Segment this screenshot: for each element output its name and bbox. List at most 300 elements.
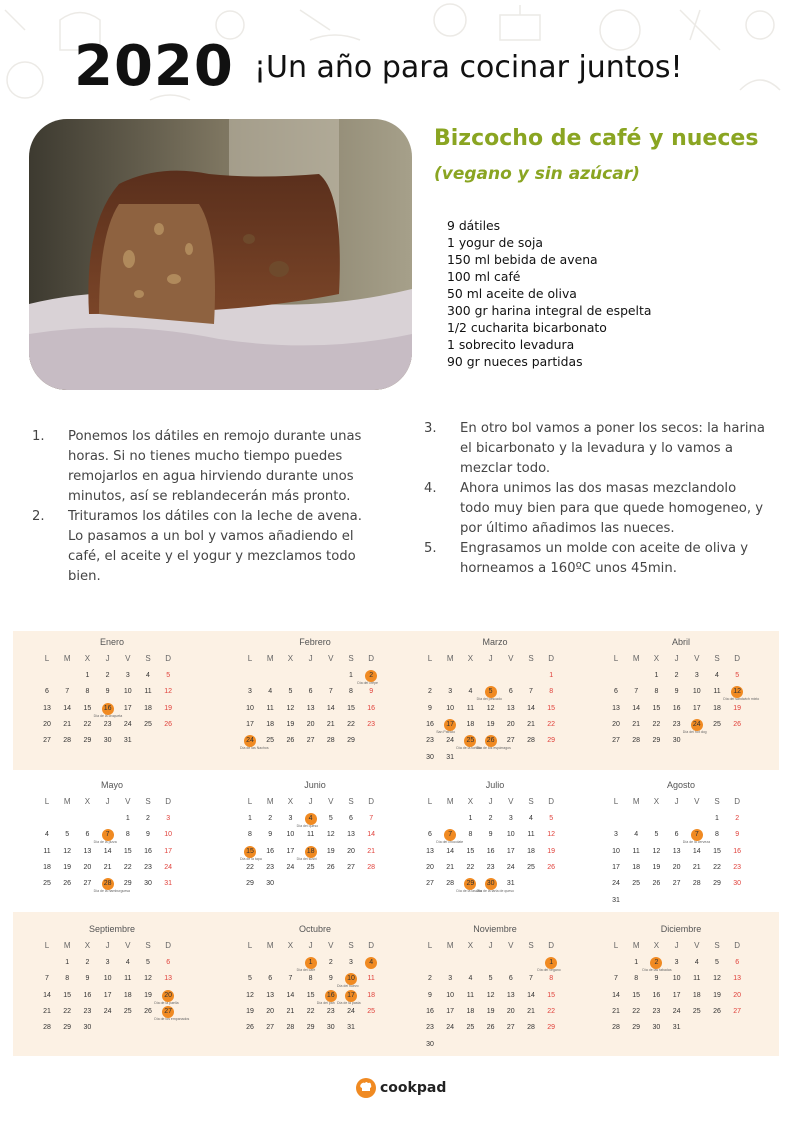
ingredient-item: 1 sobrecito levadura (447, 337, 575, 352)
day-cell: 21 (527, 1007, 535, 1015)
day-cell: 31 (506, 880, 515, 888)
step-item (32, 427, 377, 507)
day-cell: 3 (248, 688, 252, 696)
weekday-label: X (287, 941, 294, 950)
day-cell: 17 (506, 847, 515, 855)
day-cell: 27 (306, 737, 315, 745)
day-cell: 24 (446, 737, 455, 745)
food-day-note: Día de la cerveza (682, 840, 711, 845)
day-cell: 27 (612, 737, 620, 745)
weekday-label: M (632, 654, 640, 663)
weekday-label: M (266, 797, 274, 806)
day-cell: 29 (347, 737, 355, 745)
day-cell: 26 (164, 720, 173, 728)
day-cell: 28 (446, 880, 455, 888)
food-day-note: Día del chocolate (436, 840, 464, 845)
weekday-label: S (348, 941, 354, 950)
weekday-label: J (308, 797, 313, 806)
day-cell: 7 (529, 975, 533, 983)
weekday-label: V (508, 654, 514, 663)
weekday-label: L (44, 797, 50, 806)
day-cell: 20 (347, 847, 355, 855)
day-cell: 11 (632, 847, 640, 855)
day-cell: 19 (286, 720, 295, 728)
day-cell: 11 (466, 991, 475, 999)
day-cell: 18 (123, 991, 132, 999)
day-cell: 15 (244, 846, 256, 858)
day-cell: 10 (446, 704, 455, 712)
day-cell: 27 (83, 880, 92, 888)
month-agosto (606, 780, 778, 910)
day-cell: 11 (43, 847, 51, 855)
day-cell: 13 (426, 847, 434, 855)
day-cell: 8 (85, 688, 90, 696)
day-cell: 26 (547, 863, 556, 871)
day-cell: 2 (650, 957, 662, 969)
weekday-label: X (84, 941, 91, 950)
day-cell: 6 (268, 975, 273, 983)
day-cell: 3 (288, 815, 293, 822)
day-cell: 15 (83, 704, 92, 712)
day-cell: 3 (694, 672, 699, 679)
day-cell: 28 (63, 737, 72, 745)
weekday-label: M (632, 797, 640, 806)
day-cell: 23 (144, 863, 152, 871)
weekday-label: L (613, 797, 619, 806)
day-cell: 14 (527, 704, 535, 712)
day-cell: 18 (305, 846, 317, 858)
day-cell: 29 (464, 878, 476, 890)
day-cell: 22 (547, 720, 556, 728)
day-cell: 12 (326, 831, 335, 839)
step-item (424, 479, 769, 539)
day-cell: 14 (446, 847, 455, 855)
day-cell: 11 (144, 688, 152, 696)
day-cell: 29 (306, 1024, 315, 1032)
day-cell: 3 (674, 959, 679, 966)
weekday-label: L (613, 941, 619, 950)
day-cell: 31 (164, 880, 173, 888)
day-cell: 29 (123, 880, 132, 888)
weekday-label: X (653, 797, 660, 806)
day-cell: 15 (652, 704, 661, 712)
weekday-label: X (467, 654, 474, 663)
day-cell: 20 (266, 1007, 275, 1015)
day-cell: 21 (367, 847, 376, 855)
day-cell: 27 (426, 880, 434, 888)
weekday-label: L (427, 941, 433, 950)
day-cell: 2 (735, 815, 740, 822)
weekday-label: D (548, 941, 555, 950)
day-cell: 30 (652, 1024, 661, 1032)
weekday-label: J (674, 941, 679, 950)
weekday-label: S (528, 654, 534, 663)
step-item (424, 539, 769, 579)
weekday-label: X (287, 654, 294, 663)
year-title: 2020 (74, 34, 234, 99)
day-cell: 28 (102, 878, 114, 890)
day-cell: 2 (146, 815, 150, 822)
day-cell: 20 (506, 1007, 515, 1015)
recipe-subtitle: (vegano y sin azúcar) (434, 164, 640, 184)
day-cell: 13 (43, 704, 51, 712)
day-cell: 25 (43, 880, 51, 888)
day-cell: 9 (428, 704, 432, 712)
day-cell: 3 (166, 815, 171, 822)
day-cell: 17 (612, 863, 620, 871)
day-cell: 23 (426, 737, 434, 745)
day-cell: 25 (464, 735, 476, 747)
day-cell: 31 (347, 1024, 355, 1032)
day-cell: 4 (365, 957, 377, 969)
day-cell: 22 (63, 1007, 72, 1015)
month-name: Enero (99, 637, 125, 647)
month-febrero (240, 637, 412, 767)
day-cell: 8 (248, 831, 252, 839)
weekday-label: L (427, 654, 433, 663)
month-julio (420, 780, 592, 910)
weekday-label: S (528, 797, 534, 806)
day-cell: 5 (715, 959, 719, 966)
day-cell: 3 (105, 959, 110, 966)
day-cell: 11 (124, 975, 132, 983)
day-cell: 31 (446, 753, 455, 761)
ingredient-item: 90 gr nueces partidas (447, 354, 583, 369)
day-cell: 5 (654, 831, 659, 839)
day-cell: 29 (547, 1024, 556, 1032)
weekday-label: L (247, 654, 253, 663)
day-cell: 13 (506, 991, 515, 999)
day-cell: 13 (83, 847, 92, 855)
day-cell: 7 (288, 975, 293, 983)
day-cell: 1 (65, 959, 70, 966)
weekday-label: L (44, 654, 50, 663)
day-cell: 5 (735, 672, 740, 679)
day-cell: 14 (367, 831, 376, 839)
step-item (32, 507, 377, 587)
day-cell: 12 (164, 688, 173, 696)
weekday-label: V (694, 654, 700, 663)
day-cell: 26 (486, 1024, 495, 1032)
day-cell: 2 (488, 815, 493, 822)
day-cell: 2 (428, 975, 432, 983)
day-cell: 4 (305, 813, 317, 825)
weekday-label: D (165, 654, 172, 663)
day-cell: 16 (266, 847, 275, 855)
day-cell: 21 (632, 720, 641, 728)
day-cell: 14 (286, 991, 295, 999)
weekday-label: S (714, 654, 720, 663)
day-cell: 30 (672, 737, 681, 745)
day-cell: 5 (549, 815, 554, 822)
day-cell: 15 (466, 847, 475, 855)
day-cell: 22 (466, 863, 475, 871)
weekday-label: M (446, 654, 454, 663)
day-cell: 18 (692, 991, 701, 999)
day-cell: 25 (713, 720, 721, 728)
weekday-label: X (467, 797, 474, 806)
day-cell: 20 (162, 990, 174, 1002)
day-cell: 10 (345, 973, 357, 985)
day-cell: 10 (164, 831, 173, 839)
day-cell: 9 (105, 688, 110, 696)
day-cell: 26 (326, 863, 335, 871)
day-cell: 12 (63, 847, 72, 855)
food-day-note: Día de los empanados (154, 1016, 190, 1021)
weekday-label: J (674, 654, 679, 663)
day-cell: 25 (527, 863, 535, 871)
month-name: Noviembre (473, 924, 517, 934)
steps-list-left (32, 427, 377, 587)
day-cell: 6 (508, 975, 513, 983)
ingredients-list (447, 217, 651, 370)
day-cell: 23 (83, 1007, 92, 1015)
day-cell: 26 (286, 737, 295, 745)
day-cell: 27 (266, 1024, 275, 1032)
day-cell: 24 (103, 1007, 112, 1015)
day-cell: 2 (328, 959, 333, 966)
day-cell: 19 (144, 991, 152, 999)
day-cell: 25 (632, 880, 641, 888)
month-marzo (420, 637, 592, 767)
day-cell: 5 (328, 815, 333, 822)
step-text: Trituramos los dátiles con la leche de avena. Lo pasamos a un bol y vamos añadiendo el café, el aceite y el yogur y mezclamos todo bien. (68, 509, 362, 584)
day-cell: 9 (654, 975, 659, 983)
day-cell: 15 (123, 847, 132, 855)
day-cell: 27 (43, 737, 51, 745)
day-cell: 29 (83, 737, 92, 745)
day-cell: 2 (365, 670, 377, 682)
day-cell: 5 (488, 975, 493, 983)
day-cell: 2 (268, 815, 273, 822)
month-name: Febrero (299, 637, 331, 647)
day-cell: 24 (123, 720, 132, 728)
day-cell: 17 (164, 847, 173, 855)
day-cell: 20 (612, 720, 620, 728)
day-cell: 12 (486, 991, 495, 999)
day-cell: 21 (103, 863, 112, 871)
weekday-label: J (488, 797, 493, 806)
day-cell: 4 (146, 672, 150, 679)
day-cell: 5 (248, 975, 252, 983)
day-cell: 26 (144, 1007, 152, 1015)
day-cell: 19 (652, 863, 661, 871)
weekday-label: X (84, 797, 91, 806)
day-cell: 18 (466, 1007, 475, 1015)
food-day-note: Día de la pizza (93, 840, 117, 845)
step-number: 5. (424, 541, 437, 556)
day-cell: 12 (652, 847, 661, 855)
month-name: Mayo (100, 780, 123, 790)
day-cell: 1 (545, 957, 557, 969)
day-cell: 3 (448, 688, 453, 696)
weekday-label: V (328, 941, 334, 950)
day-cell: 15 (547, 704, 556, 712)
food-day-note: Día del crêpe (357, 681, 379, 685)
day-cell: 21 (527, 720, 535, 728)
day-cell: 16 (102, 703, 114, 715)
month-mayo (37, 780, 209, 910)
day-cell: 3 (508, 815, 513, 822)
step-number: 2. (32, 509, 45, 524)
day-cell: 16 (672, 704, 681, 712)
day-cell: 22 (123, 863, 132, 871)
food-day-note: Día del hot dog (682, 729, 707, 734)
day-cell: 18 (527, 847, 535, 855)
weekday-label: J (308, 941, 313, 950)
day-cell: 4 (634, 831, 639, 839)
day-cell: 9 (146, 831, 150, 839)
month-septiembre (37, 924, 209, 1054)
day-cell: 10 (692, 688, 701, 696)
ingredient-item: 9 dátiles (447, 218, 501, 233)
day-cell: 18 (713, 704, 721, 712)
day-cell: 19 (326, 847, 335, 855)
food-day-note: Día de las Nachos (240, 746, 269, 751)
day-cell: 21 (43, 1007, 51, 1015)
day-cell: 21 (286, 1007, 295, 1015)
day-cell: 18 (144, 704, 152, 712)
day-cell: 9 (428, 991, 432, 999)
food-day-note: Día de la tapa (240, 856, 262, 861)
day-cell: 22 (632, 1007, 641, 1015)
day-cell: 24 (347, 1007, 355, 1015)
day-cell: 27 (162, 1006, 174, 1018)
weekday-label: S (714, 797, 720, 806)
ingredient-item: 50 ml aceite de oliva (447, 286, 577, 301)
weekday-label: V (328, 797, 334, 806)
steps-list-right (424, 419, 769, 579)
day-cell: 7 (529, 688, 533, 696)
day-cell: 14 (692, 847, 701, 855)
day-cell: 23 (672, 720, 681, 728)
day-cell: 27 (506, 737, 515, 745)
day-cell: 30 (426, 1040, 434, 1048)
food-day-note: Día del sushi (296, 856, 317, 861)
day-cell: 17 (444, 719, 456, 731)
day-cell: 7 (614, 975, 618, 983)
day-cell: 18 (367, 991, 376, 999)
weekday-label: D (734, 941, 741, 950)
day-cell: 26 (652, 880, 661, 888)
month-junio (240, 780, 412, 910)
day-cell: 23 (266, 863, 275, 871)
weekday-label: X (653, 654, 660, 663)
month-abril (606, 637, 778, 767)
day-cell: 8 (715, 831, 719, 839)
food-day-note: Día de la croqueta (93, 713, 123, 718)
day-cell: 17 (672, 991, 681, 999)
day-cell: 1 (654, 672, 659, 679)
step-text: Ahora unimos las dos masas mezclandolo todo muy bien para que quede homogeneo, y por último añadimos las nueces. (460, 481, 764, 536)
day-cell: 28 (612, 1024, 620, 1032)
day-cell: 7 (102, 829, 114, 841)
weekday-label: D (548, 654, 555, 663)
day-cell: 6 (508, 688, 513, 696)
day-cell: 21 (63, 720, 72, 728)
day-cell: 22 (652, 720, 661, 728)
chef-hat-icon (356, 1078, 376, 1098)
day-cell: 6 (308, 688, 313, 696)
weekday-label: J (105, 654, 110, 663)
day-cell: 2 (105, 672, 110, 679)
weekday-label: X (287, 797, 294, 806)
weekday-label: M (63, 654, 71, 663)
day-cell: 19 (164, 704, 173, 712)
day-cell: 1 (85, 672, 90, 679)
day-cell: 27 (506, 1024, 515, 1032)
day-cell: 25 (266, 737, 275, 745)
day-cell: 6 (166, 959, 171, 966)
day-cell: 6 (85, 831, 90, 839)
day-cell: 13 (612, 704, 620, 712)
day-cell: 11 (693, 975, 701, 983)
month-name: Marzo (482, 637, 508, 647)
day-cell: 25 (144, 720, 152, 728)
day-cell: 28 (286, 1024, 295, 1032)
day-cell: 8 (125, 831, 130, 839)
day-cell: 14 (326, 704, 335, 712)
weekday-label: S (145, 941, 151, 950)
weekday-label: L (247, 941, 253, 950)
day-cell: 16 (426, 1007, 434, 1015)
food-day-note: Día del huevo (337, 984, 359, 989)
day-cell: 10 (103, 975, 112, 983)
day-cell: 23 (486, 863, 495, 871)
recipe-title: Bizcocho de café y nueces (434, 126, 759, 151)
day-cell: 12 (731, 686, 743, 698)
day-cell: 1 (125, 815, 130, 822)
weekday-label: V (125, 654, 131, 663)
day-cell: 13 (672, 847, 681, 855)
food-day-note: Día del vegano (537, 968, 561, 972)
day-cell: 3 (125, 672, 130, 679)
month-name: Agosto (666, 780, 696, 790)
day-cell: 9 (488, 831, 493, 839)
day-cell: 11 (367, 975, 375, 983)
day-cell: 9 (328, 975, 333, 983)
day-cell: 17 (103, 991, 112, 999)
day-cell: 5 (146, 959, 150, 966)
day-cell: 31 (612, 896, 620, 904)
day-cell: 9 (674, 688, 679, 696)
day-cell: 25 (123, 1007, 132, 1015)
weekday-label: M (446, 941, 454, 950)
weekday-label: D (368, 654, 375, 663)
day-cell: 26 (246, 1024, 254, 1032)
day-cell: 17 (123, 704, 132, 712)
day-cell: 28 (326, 737, 335, 745)
day-cell: 26 (733, 720, 742, 728)
day-cell: 30 (83, 1024, 92, 1032)
day-cell: 22 (306, 1007, 315, 1015)
month-octubre (240, 924, 412, 1054)
day-cell: 8 (65, 975, 70, 983)
day-cell: 13 (266, 991, 275, 999)
weekday-label: X (84, 654, 91, 663)
day-cell: 5 (485, 686, 497, 698)
day-cell: 22 (547, 1007, 556, 1015)
day-cell: 12 (144, 975, 152, 983)
day-cell: 1 (715, 815, 719, 822)
weekday-label: V (508, 941, 514, 950)
day-cell: 16 (733, 847, 742, 855)
weekday-label: M (63, 941, 71, 950)
day-cell: 8 (654, 688, 659, 696)
day-cell: 14 (527, 991, 535, 999)
day-cell: 28 (43, 1024, 51, 1032)
weekday-label: J (105, 941, 110, 950)
